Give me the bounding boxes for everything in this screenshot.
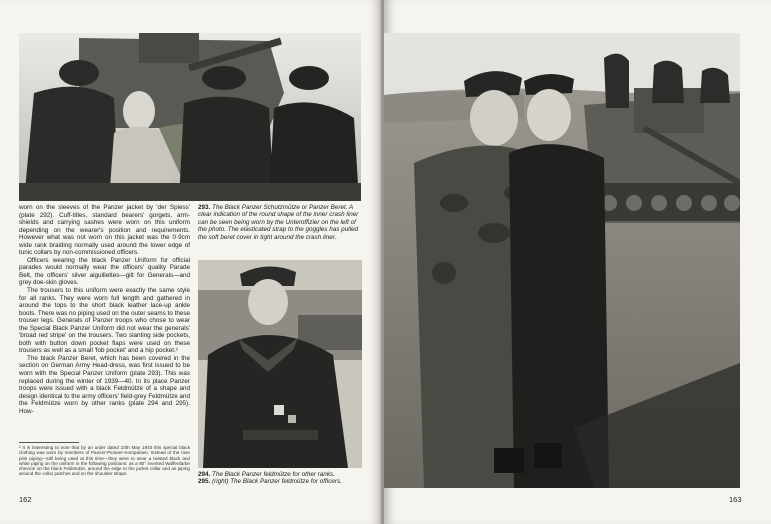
caption-294 <box>198 471 368 478</box>
caption-293-text: The Black Panzer Schutzmütze or Panzer Beret. A clear indication of the round shape of the inner crash liner can be seen being worn by the Unteroffizier on the left of the photo. The elasticated strap to the goggles has pulled the soft beret cover in tight around the crash liner. <box>198 204 359 241</box>
paragraph-4: The black Panzer Beret, which has been covered in the section on German Army Head-dress, was first issued to be worn with the Special Panzer Uniform (plate 293). This was replaced during the winter of 1939—40. In its place Panzer troops were issued with a black Feldmütze of a shape and design identical to the army officers' field-grey Feldmütze and the Feldmütze worn by other ranks (plate 294 and 295). How- <box>19 354 190 415</box>
caption-294-number: 294. <box>198 471 211 478</box>
footnote: ² It is interesting to note that by an order dated 10th May 1940 this special black clothing was worn by members of Panzer-Pioneer-Kompanien. Instead of the rose pink piping—still being used at this time—they were to wear a twisted black and white piping on the uniform in the following positions: as a 90° inverted Waffenfarbe chevron on the black Feldmütze, around the edge to the jacket collar and as piping around the collar patches and on the shoulder straps. <box>19 445 190 477</box>
photo-294-officer-portrait <box>198 260 362 468</box>
caption-294-295 <box>198 471 368 486</box>
photo-294-image <box>198 260 362 468</box>
paragraph-3: The trousers to this uniform were exactly the same style for all ranks. They were worn full length and gathered in around the tops to the short black leather lace-up ankle boots. There was no piping used on the outer seams to these trouser legs. Generals of Panzer troops who chose to wear the Special Black Panzer Uniform did not wear the generals' 'broad red stripe' on the trousers. Two slanting side pockets, both with button down pocket flaps were used on these trousers as well as a small 'fob pocket' and a hip pocket.² <box>19 287 190 355</box>
left-page <box>0 0 382 524</box>
body-text-column <box>19 204 190 415</box>
right-page <box>384 0 771 524</box>
caption-295-text: (right) The Black Panzer feldmütze for officers. <box>212 478 342 486</box>
caption-295 <box>198 478 368 485</box>
caption-293-number: 293. <box>198 204 211 211</box>
photo-295-image <box>384 33 740 488</box>
page-number-left: 162 <box>19 495 32 504</box>
paragraph-2: Officers wearing the black Panzer Uniform for official parades would normally wear the officers' quality Parade Belt, the officers' silver aiguillettes—gilt for Generals—and grey doe-skin gloves. <box>19 256 190 287</box>
photo-293-panzer-crew <box>19 33 361 201</box>
footnote-rule <box>19 442 79 443</box>
paragraph-1: worn on the sleeves of the Panzer jacket by 'der Spiess' (plate 292). Cuff-titles, standard bearers' gorgets, arm-shields and carrying sashes were worn on this uniform depending on the wearer's position and requirements. However what was not worn on this jacket was the 0·9cm wide rank braiding normally used around the lower edge of tunic collars by non-commissioned officers. <box>19 204 190 257</box>
photo-293-image <box>19 33 361 201</box>
caption-294-text: The Black Panzer feldmütze for other ranks. <box>212 471 335 478</box>
caption-293 <box>198 204 362 241</box>
caption-295-number: 295. <box>198 478 211 486</box>
photo-295-officers-before-tank <box>384 33 740 488</box>
page-number-right: 163 <box>729 495 742 504</box>
